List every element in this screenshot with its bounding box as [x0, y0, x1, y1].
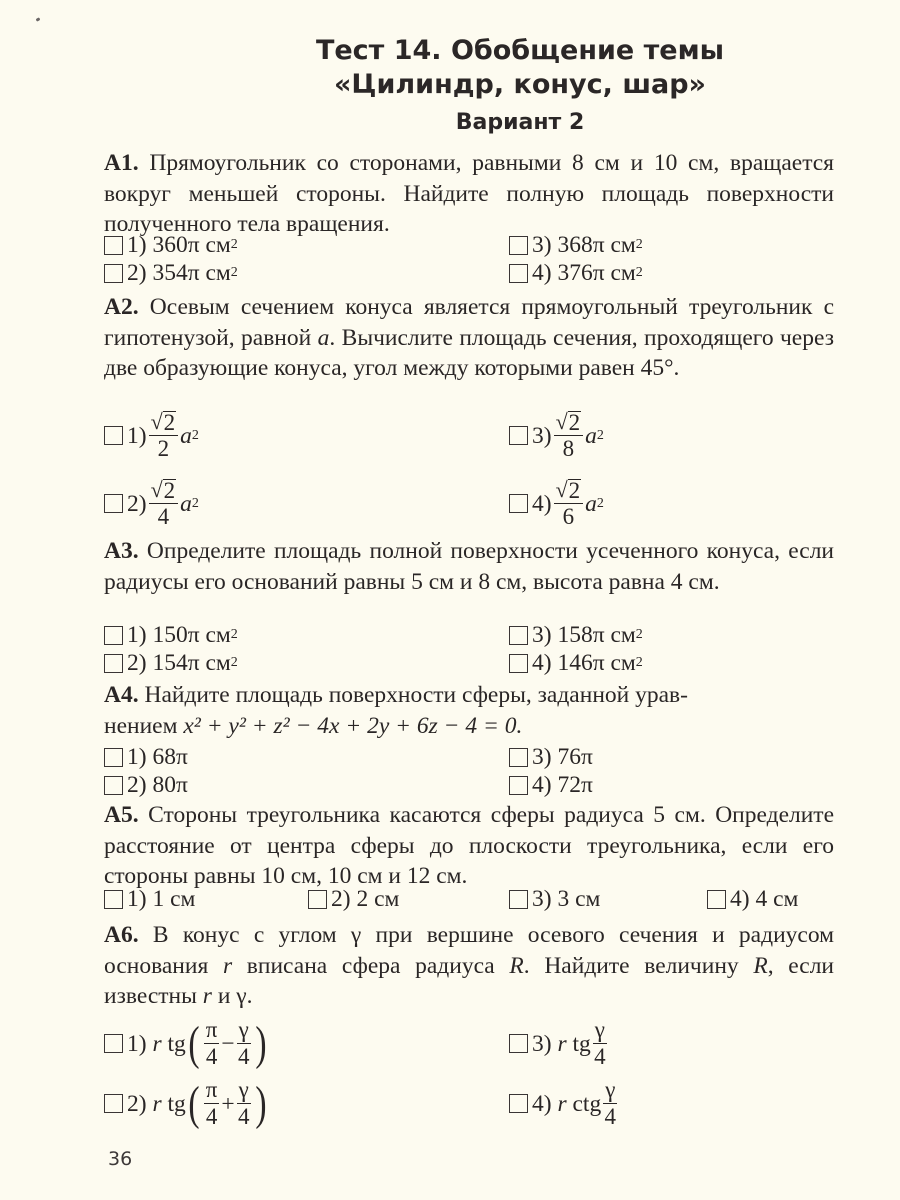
option-value: 150π см — [152, 622, 231, 648]
option-value: 1 см — [152, 886, 196, 912]
option-value: 360π см — [152, 232, 231, 258]
question-text: и γ. — [211, 983, 253, 1009]
option-label: 3) — [532, 744, 552, 770]
answer-option-a4-4[interactable] — [509, 772, 593, 798]
denominator: 4 — [205, 1044, 218, 1069]
option-label: 2) — [331, 886, 351, 912]
option-label: 2) — [127, 490, 147, 517]
checkbox-icon[interactable] — [509, 236, 528, 255]
option-value: 4 см — [755, 886, 799, 912]
option-value: 76π — [557, 744, 593, 770]
question-a5 — [104, 800, 834, 892]
page-header — [0, 34, 900, 138]
answer-option-a2-1[interactable]: 1) √ 2 2 a 2 — [104, 410, 199, 461]
variable: r — [557, 1030, 567, 1057]
radicand: 2 — [568, 478, 581, 503]
question-a6 — [104, 920, 834, 1012]
checkbox-icon[interactable] — [509, 654, 528, 673]
fraction — [149, 478, 179, 529]
sqrt-icon: √ — [555, 477, 568, 502]
answer-option-a1-4[interactable]: 4) 376π см 2 — [509, 260, 643, 286]
checkbox-icon[interactable] — [104, 626, 123, 645]
denominator: 4 — [237, 1044, 250, 1069]
variable: r — [202, 983, 212, 1009]
answer-option-a3-4[interactable]: 4) 146π см 2 — [509, 650, 643, 676]
variant-label: Вариант 2 — [455, 110, 585, 135]
answer-option-a2-2[interactable]: 2) √ 2 4 a 2 — [104, 478, 199, 529]
numerator: γ — [594, 1017, 605, 1042]
checkbox-icon[interactable] — [707, 890, 726, 909]
right-paren-icon: ) — [255, 1076, 267, 1130]
checkbox-icon[interactable] — [509, 1034, 528, 1053]
equation: x² + y² + z² − 4x + 2y + 6z − 4 = 0. — [183, 712, 523, 739]
answer-option-a3-2[interactable]: 2) 154π см 2 — [104, 650, 238, 676]
option-label: 2) — [127, 1090, 147, 1117]
function-name: tg — [167, 1030, 186, 1057]
checkbox-icon[interactable] — [104, 1034, 123, 1053]
checkbox-icon[interactable] — [104, 494, 123, 513]
variable: a — [180, 490, 192, 517]
variable: r — [152, 1030, 162, 1057]
left-paren-icon: ( — [188, 1016, 200, 1070]
option-value: 158π см — [557, 622, 636, 648]
radicand: 2 — [568, 410, 581, 435]
denominator: 2 — [157, 436, 170, 461]
checkbox-icon[interactable] — [509, 890, 528, 909]
answer-option-a5-2[interactable] — [308, 886, 399, 912]
checkbox-icon[interactable] — [509, 1094, 528, 1113]
checkbox-icon[interactable] — [509, 748, 528, 767]
fraction — [554, 410, 584, 461]
answer-option-a5-1[interactable] — [104, 886, 195, 912]
checkbox-icon[interactable] — [509, 494, 528, 513]
variable: a — [585, 422, 597, 449]
answer-option-a3-1[interactable]: 1) 150π см 2 — [104, 622, 238, 648]
answer-option-a5-4[interactable] — [707, 886, 798, 912]
option-label: 3) — [532, 1030, 552, 1057]
variable: a — [317, 324, 330, 351]
checkbox-icon[interactable] — [509, 264, 528, 283]
option-value: 368π см — [557, 232, 636, 258]
checkbox-icon[interactable] — [104, 748, 123, 767]
option-label: 4) — [730, 886, 750, 912]
fraction — [237, 1078, 251, 1129]
option-label: 3) — [532, 422, 552, 449]
answer-option-a1-3[interactable]: 3) 368π см 2 — [509, 232, 643, 258]
answer-option-a3-3[interactable]: 3) 158π см 2 — [509, 622, 643, 648]
question-a1 — [104, 148, 834, 240]
option-value: 80π — [152, 772, 188, 798]
numerator: γ — [238, 1017, 249, 1042]
question-number: A4. — [104, 682, 139, 708]
option-value: 72π — [557, 772, 593, 798]
answer-option-a4-1[interactable] — [104, 744, 188, 770]
option-label: 4) — [532, 1090, 552, 1117]
question-number: A3. — [104, 538, 139, 564]
fraction — [237, 1018, 251, 1069]
sqrt-icon: √ — [150, 409, 163, 434]
option-label: 2) — [127, 650, 147, 676]
question-text: Прямоугольник со сторонами, равными 8 см и 10 см, вращается вокруг меньшей стороны. Найдите полную площадь поверхности полученного тела вращения. — [104, 150, 834, 237]
option-label: 3) — [532, 886, 552, 912]
variable: R — [509, 952, 524, 979]
answer-option-a6-3[interactable] — [509, 1018, 609, 1069]
option-label: 3) — [532, 232, 552, 258]
checkbox-icon[interactable] — [104, 264, 123, 283]
numerator: γ — [238, 1077, 249, 1102]
denominator: 4 — [604, 1104, 617, 1129]
denominator: 4 — [157, 504, 170, 529]
option-label: 2) — [127, 260, 147, 286]
answer-option-a1-2[interactable]: 2) 354π см 2 — [104, 260, 238, 286]
fraction — [204, 1018, 220, 1069]
radicand: 2 — [163, 478, 176, 503]
question-text: Определите площадь полной поверхности усеченного конуса, если радиусы его оснований равны 5 см и 8 см, высота равна 4 см. — [104, 538, 835, 595]
page-number: 36 — [108, 1148, 133, 1170]
denominator: 4 — [237, 1104, 250, 1129]
variable: r — [152, 1090, 162, 1117]
checkbox-icon[interactable] — [104, 426, 123, 445]
question-text: . Найдите величину — [523, 952, 754, 979]
question-text: . Вычислите площадь сечения, проходящего через две образующие конуса, угол между которыми равен 45°. — [104, 324, 834, 381]
numerator: π — [205, 1077, 218, 1102]
denominator: 4 — [205, 1104, 218, 1129]
fraction — [603, 1078, 617, 1129]
option-label: 1) — [127, 886, 147, 912]
question-number: A2. — [104, 294, 139, 320]
option-label: 3) — [532, 622, 552, 648]
option-value: 2 см — [356, 886, 400, 912]
page-title-line-2: «Цилиндр, конус, шар» — [333, 69, 706, 100]
checkbox-icon[interactable] — [509, 626, 528, 645]
question-number: A6. — [104, 922, 139, 948]
answer-option-a1-1[interactable]: 1) 360π см 2 — [104, 232, 238, 258]
answer-option-a4-2[interactable] — [104, 772, 188, 798]
fraction — [593, 1018, 607, 1069]
variable: r — [557, 1090, 567, 1117]
fraction — [554, 478, 584, 529]
question-a2 — [104, 292, 834, 384]
option-label: 4) — [532, 650, 552, 676]
question-text: нением — [104, 712, 184, 739]
question-number: A1. — [104, 150, 139, 176]
page-title-line-1: Тест 14. Обобщение темы — [315, 35, 725, 66]
right-paren-icon: ) — [255, 1016, 267, 1070]
answer-option-a5-3[interactable] — [509, 886, 600, 912]
option-value: 146π см — [557, 650, 636, 676]
question-number: A5. — [104, 802, 139, 828]
answer-option-a6-4[interactable] — [509, 1078, 619, 1129]
function-name: tg — [572, 1030, 591, 1057]
function-name: ctg — [572, 1090, 602, 1117]
question-text: , если известны — [104, 952, 834, 1009]
variable: a — [585, 490, 597, 517]
fraction — [204, 1078, 220, 1129]
numerator: π — [205, 1017, 218, 1042]
question-text: Стороны треугольника касаются сферы радиуса 5 см. Определите расстояние от центра сферы до плоскости треугольника, если его стороны равны 10 см, 10 см и 12 см. — [104, 802, 835, 889]
paper-speck — [36, 17, 41, 22]
checkbox-icon[interactable] — [104, 890, 123, 909]
denominator: 4 — [594, 1044, 606, 1069]
option-label: 4) — [532, 772, 552, 798]
checkbox-icon[interactable] — [308, 890, 327, 909]
checkbox-icon[interactable] — [104, 236, 123, 255]
answer-option-a6-2[interactable] — [104, 1078, 269, 1129]
question-text: В конус с углом γ при вершине осевого сечения и радиусом основания — [104, 922, 834, 979]
answer-option-a4-3[interactable] — [509, 744, 593, 770]
option-label: 1) — [127, 744, 147, 770]
checkbox-icon[interactable] — [509, 776, 528, 795]
radicand: 2 — [163, 410, 176, 435]
answer-option-a2-4[interactable]: 4) √ 2 6 a 2 — [509, 478, 604, 529]
checkbox-icon[interactable] — [104, 654, 123, 673]
left-paren-icon: ( — [188, 1076, 200, 1130]
option-label: 4) — [532, 260, 552, 286]
option-label: 1) — [127, 422, 147, 449]
question-text: Осевым сечением конуса является прямоугольный треугольник с гипотенузой, равной — [104, 294, 835, 351]
operator: − — [221, 1030, 235, 1057]
function-name: tg — [167, 1090, 186, 1117]
fraction — [149, 410, 179, 461]
question-a4 — [104, 680, 834, 741]
question-text: вписана сфера радиуса — [232, 952, 510, 979]
operator: + — [221, 1090, 235, 1117]
checkbox-icon[interactable] — [509, 426, 528, 445]
denominator: 6 — [562, 504, 575, 529]
checkbox-icon[interactable] — [104, 1094, 123, 1113]
checkbox-icon[interactable] — [104, 776, 123, 795]
option-value: 354π см — [152, 260, 231, 286]
option-label: 1) — [127, 622, 147, 648]
sqrt-icon: √ — [150, 477, 163, 502]
numerator: γ — [605, 1077, 616, 1102]
option-value: 154π см — [152, 650, 231, 676]
option-value: 376π см — [557, 260, 636, 286]
option-label: 1) — [127, 1030, 147, 1057]
variable: R — [753, 952, 768, 979]
answer-option-a2-3[interactable]: 3) √ 2 8 a 2 — [509, 410, 604, 461]
sqrt-icon: √ — [555, 409, 568, 434]
question-a3 — [104, 536, 834, 597]
denominator: 8 — [562, 436, 575, 461]
option-label: 4) — [532, 490, 552, 517]
option-value: 3 см — [557, 886, 601, 912]
variable: r — [222, 952, 233, 979]
option-label: 2) — [127, 772, 147, 798]
answer-option-a6-1[interactable] — [104, 1018, 269, 1069]
question-text: Найдите площадь поверхности сферы, заданной урав- — [144, 682, 688, 708]
option-value: 68π — [152, 744, 188, 770]
option-label: 1) — [127, 232, 147, 258]
variable: a — [180, 422, 192, 449]
